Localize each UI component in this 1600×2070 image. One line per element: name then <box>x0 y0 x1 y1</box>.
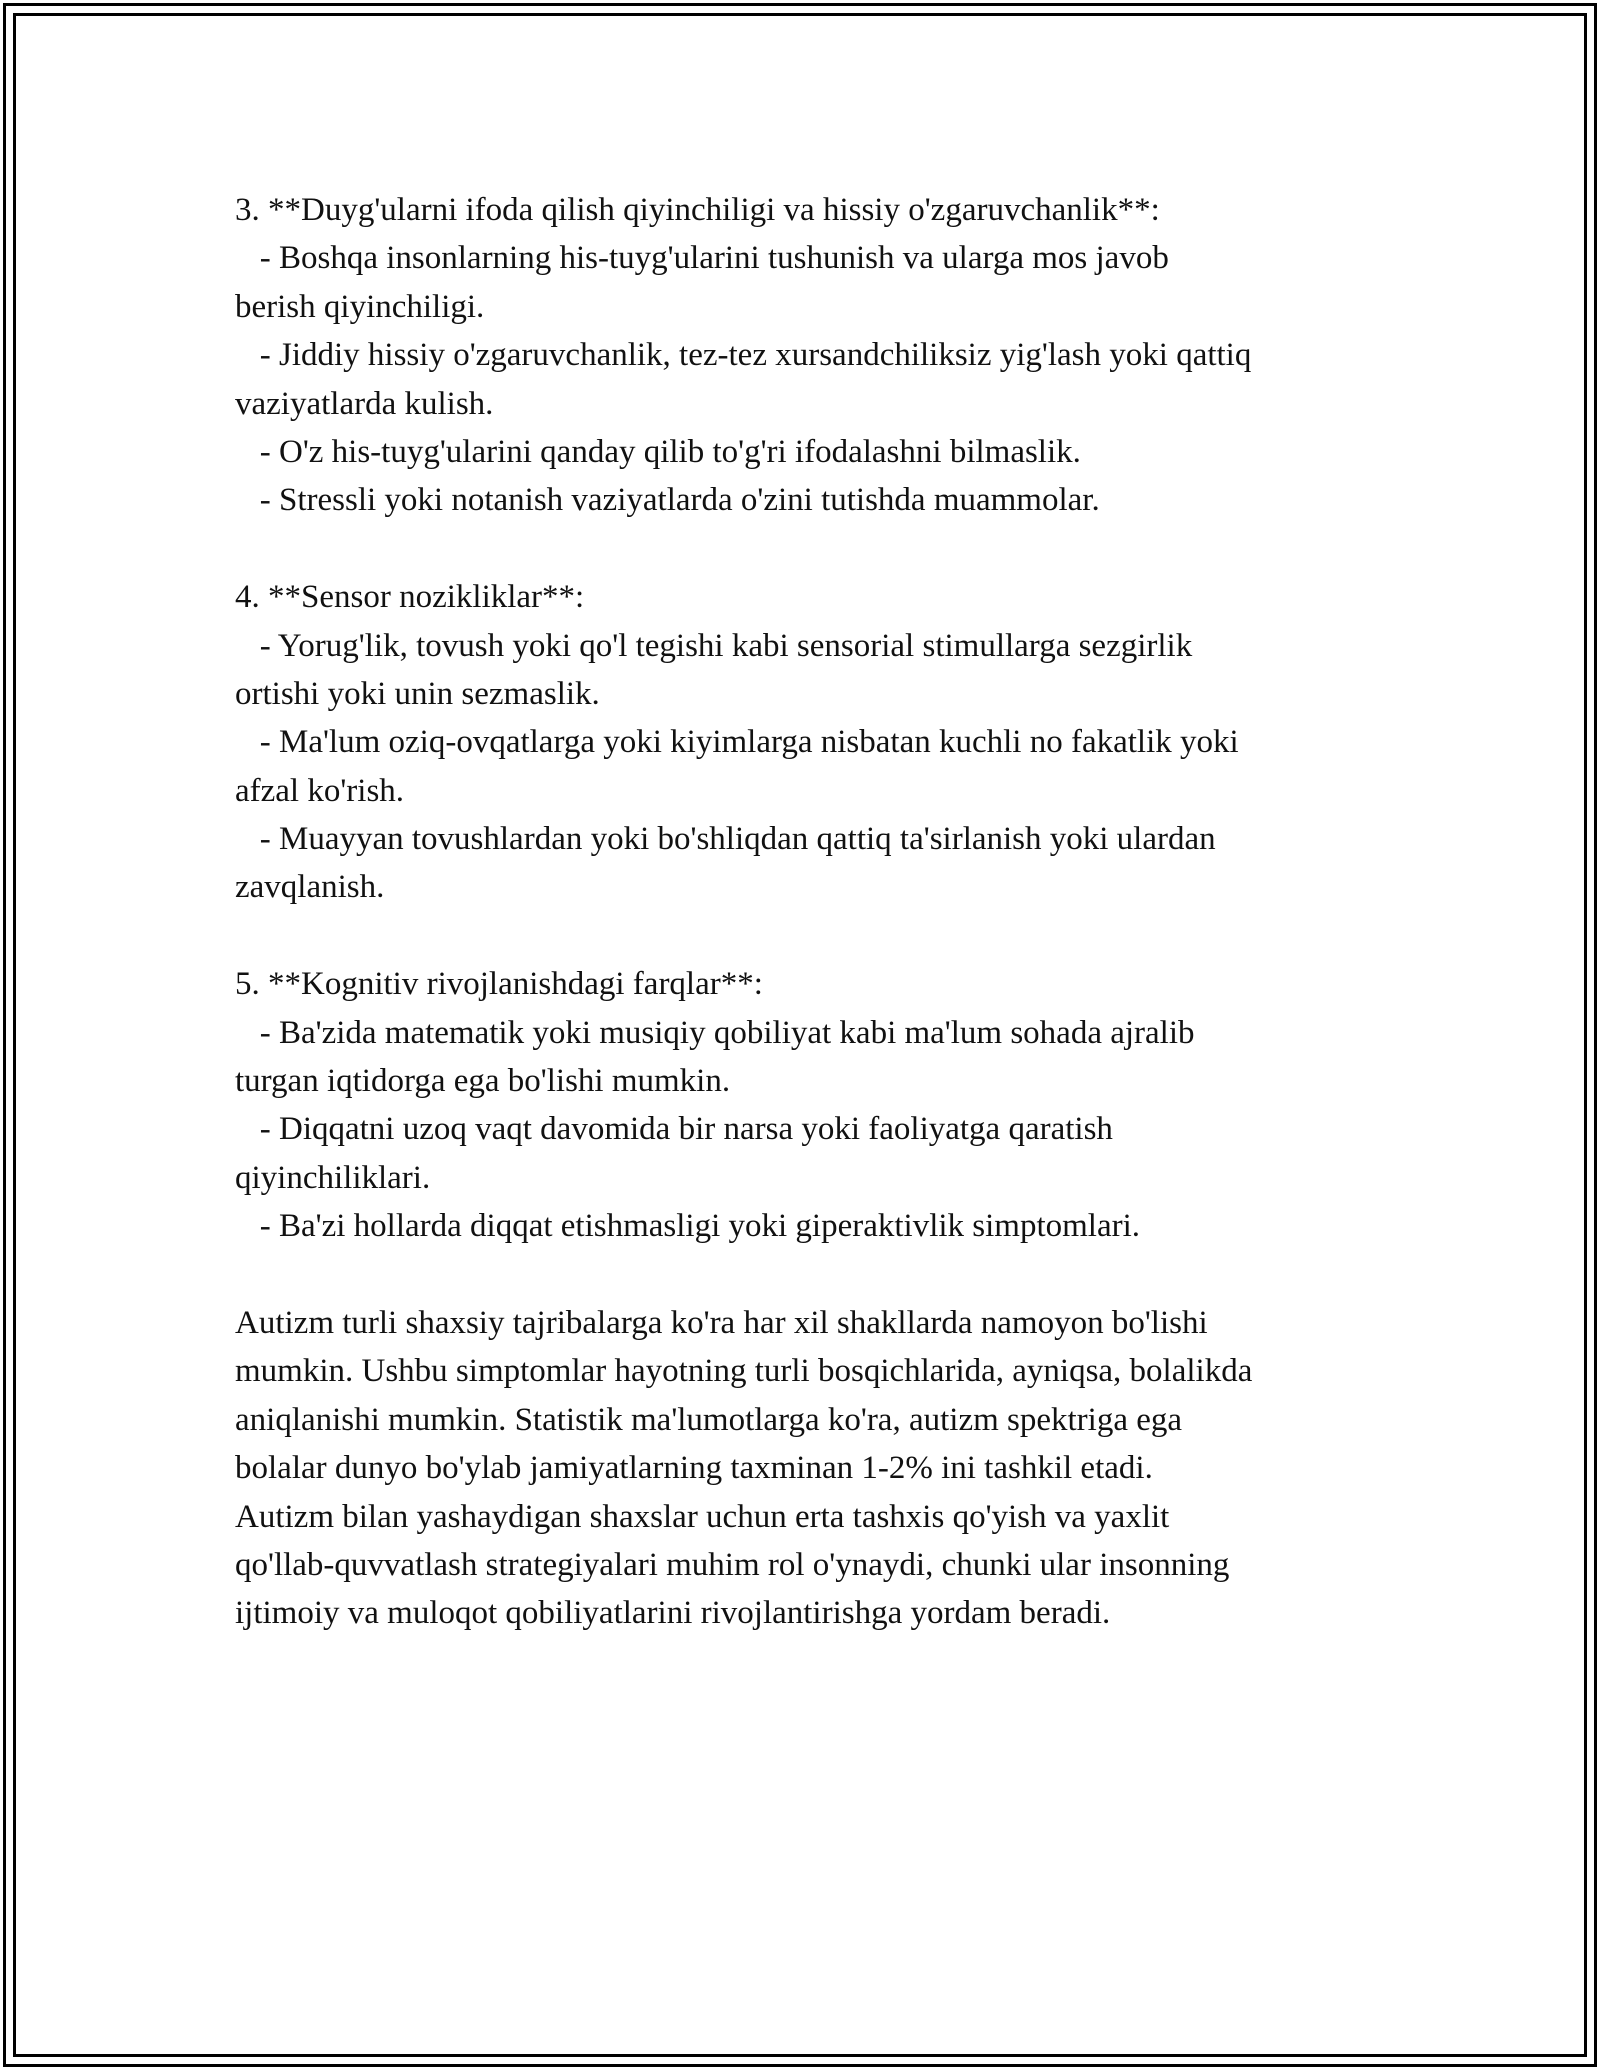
blank-line <box>235 1251 1385 1299</box>
text-line: - Diqqatni uzoq vaqt davomida bir narsa yoki faoliyatga qaratish <box>235 1111 1113 1148</box>
text-line: - Ba'zida matematik yoki musiqiy qobiliyat kabi ma'lum sohada ajralib <box>235 1014 1195 1051</box>
text-line: - Stressli yoki notanish vaziyatlarda o'zini tutishda muammolar. <box>235 482 1100 519</box>
summary-line: Autizm bilan yashaydigan shaxslar uchun erta tashxis qo'yish va yaxlit <box>235 1498 1170 1535</box>
blank-line <box>235 912 1385 960</box>
summary-line: Autizm turli shaxsiy tajribalarga ko'ra har xil shakllarda namoyon bo'lishi <box>235 1304 1208 1341</box>
text-line: - Muayyan tovushlardan yoki bo'shliqdan qattiq ta'sirlanish yoki ulardan <box>235 821 1216 858</box>
text-line: - Ba'zi hollarda diqqat etishmasligi yoki giperaktivlik simptomlari. <box>235 1208 1141 1245</box>
section-5-heading: 5. **Kognitiv rivojlanishdagi farqlar**: <box>235 966 763 1003</box>
summary-line: qo'llab-quvvatlash strategiyalari muhim rol o'ynaydi, chunki ular insonning <box>235 1546 1230 1583</box>
summary-line: bolalar dunyo bo'ylab jamiyatlarning taxminan 1-2% ini tashkil etadi. <box>235 1450 1153 1487</box>
section-3-heading: 3. **Duyg'ularni ifoda qilish qiyinchiligi va hissiy o'zgaruvchanlik**: <box>235 192 1160 228</box>
text-line: qiyinchiliklari. <box>235 1159 431 1196</box>
text-line: ortishi yoki unin sezmaslik. <box>235 675 600 712</box>
section-4-heading: 4. **Sensor nozikliklar**: <box>235 579 585 616</box>
summary-line: mumkin. Ushbu simptomlar hayotning turli bosqichlarida, ayniqsa, bolalikda <box>235 1353 1253 1390</box>
summary-line: ijtimoiy va muloqot qobiliyatlarini rivojlantirishga yordam beradi. <box>235 1595 1111 1632</box>
text-line: - Jiddiy hissiy o'zgaruvchanlik, tez-tez xursandchiliksiz yig'lash yoki qattiq <box>235 337 1252 374</box>
summary-line: aniqlanishi mumkin. Statistik ma'lumotlarga ko'ra, autizm spektriga ega <box>235 1401 1183 1438</box>
text-line: - O'z his-tuyg'ularini qanday qilib to'g'ri ifodalashni bilmaslik. <box>235 433 1081 470</box>
text-line: berish qiyinchiligi. <box>235 288 485 325</box>
text-line: - Boshqa insonlarning his-tuyg'ularini tushunish va ularga mos javob <box>235 240 1169 277</box>
text-line: zavqlanish. <box>235 869 385 906</box>
text-line: - Ma'lum oziq-ovqatlarga yoki kiyimlarga nisbatan kuchli no fakatlik yoki <box>235 724 1239 761</box>
text-line: turgan iqtidorga ega bo'lishi mumkin. <box>235 1063 731 1100</box>
text-line: - Yorug'lik, tovush yoki qo'l tegishi kabi sensorial stimullarga sezgirlik <box>235 627 1193 664</box>
text-line: afzal ko'rish. <box>235 772 405 809</box>
blank-line <box>235 525 1385 573</box>
document-body <box>235 186 1385 1638</box>
text-line: vaziyatlarda kulish. <box>235 385 494 422</box>
